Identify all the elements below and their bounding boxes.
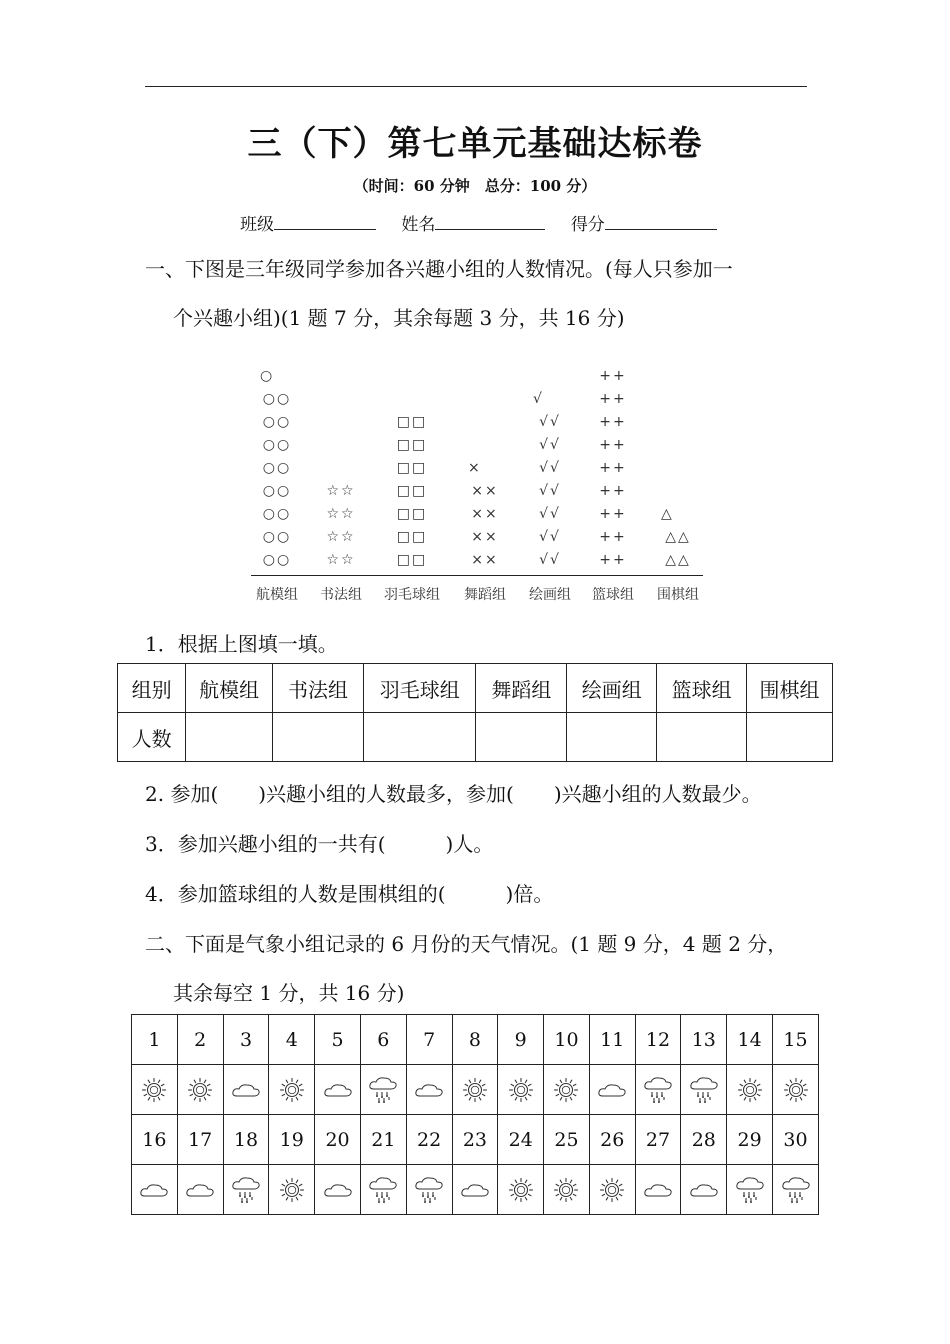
chart-category-label: 绘画组 [529, 587, 571, 603]
chart-symbol: √√ [539, 414, 561, 430]
weather-day-number: 29 [727, 1115, 773, 1165]
chart-symbol: √√ [539, 552, 561, 568]
rain-icon [635, 1065, 681, 1115]
chart-symbol: ○○ [262, 506, 292, 522]
section2-heading-line1: 二、下面是气象小组记录的 6 月份的天气情况。(1 题 9 分，4 题 2 分， [145, 932, 788, 956]
chart-symbol: ++ [599, 368, 627, 384]
weather-day-number: 18 [223, 1115, 269, 1165]
score-field[interactable] [605, 211, 717, 230]
sun-icon [452, 1065, 498, 1115]
weather-day-number: 4 [269, 1015, 315, 1065]
chart-symbol: ○○ [262, 437, 292, 453]
chart-symbol: √√ [539, 506, 561, 522]
chart-symbol: ++ [599, 483, 627, 499]
student-info [240, 210, 737, 235]
chart-symbol: ++ [599, 529, 627, 545]
weather-day-number: 8 [452, 1015, 498, 1065]
sun-icon [269, 1165, 315, 1215]
weather-days-row-2 [132, 1115, 819, 1165]
count-table-header-cell: 绘画组 [567, 664, 657, 713]
chart-symbol: ☆☆ [326, 483, 356, 499]
sun-icon [498, 1065, 544, 1115]
weather-day-number: 26 [589, 1115, 635, 1165]
chart-symbol: □□ [396, 414, 428, 430]
count-table-header-cell: 书法组 [273, 664, 364, 713]
weather-day-number: 16 [132, 1115, 178, 1165]
chart-symbol: ○○ [262, 552, 292, 568]
chart-symbol: ++ [599, 552, 627, 568]
section1-heading-line2: 个兴趣小组)(1 题 7 分，其余每题 3 分，共 16 分) [173, 306, 625, 330]
rain-icon [360, 1165, 406, 1215]
chart-symbol: ○○ [262, 414, 292, 430]
sun-icon [177, 1065, 223, 1115]
count-table-header-row [118, 664, 833, 713]
chart-symbol: √√ [539, 483, 561, 499]
weather-day-number: 28 [681, 1115, 727, 1165]
chart-symbol: ++ [599, 414, 627, 430]
pictograph-chart [245, 340, 715, 610]
count-table-header-cell: 航模组 [186, 664, 273, 713]
weather-day-number: 12 [635, 1015, 681, 1065]
weather-day-number: 2 [177, 1015, 223, 1065]
cloud-icon [681, 1165, 727, 1215]
chart-category-label: 航模组 [256, 587, 298, 603]
weather-day-number: 30 [773, 1115, 819, 1165]
weather-day-number: 5 [315, 1015, 361, 1065]
chart-column-4 [465, 457, 505, 572]
weather-day-number: 11 [589, 1015, 635, 1065]
class-label: 班级 [240, 215, 274, 235]
sun-icon [544, 1065, 590, 1115]
count-table-header-cell: 围棋组 [747, 664, 833, 713]
rain-icon [773, 1165, 819, 1215]
rain-icon [406, 1165, 452, 1215]
rain-icon [681, 1065, 727, 1115]
section2-heading-line2: 其余每空 1 分，共 16 分) [173, 981, 405, 1005]
chart-symbol: □□ [396, 529, 428, 545]
weather-icons-row-1 [132, 1065, 819, 1115]
weather-days-row-1 [132, 1015, 819, 1065]
count-answer-cell[interactable] [657, 713, 747, 762]
weather-day-number: 23 [452, 1115, 498, 1165]
chart-symbol: □□ [396, 437, 428, 453]
weather-day-number: 6 [360, 1015, 406, 1065]
weather-day-number: 19 [269, 1115, 315, 1165]
question-2: 2. 参加( )兴趣小组的人数最多，参加( )兴趣小组的人数最少。 [145, 782, 762, 806]
chart-symbol: ++ [599, 391, 627, 407]
count-answer-cell[interactable] [186, 713, 273, 762]
chart-column-3 [392, 411, 432, 572]
chart-symbol: △△ [665, 529, 691, 545]
chart-symbol: △△ [665, 552, 691, 568]
sun-icon [132, 1065, 178, 1115]
weather-day-number: 9 [498, 1015, 544, 1065]
section1-heading-line1: 一、下图是三年级同学参加各兴趣小组的人数情况。(每人只参加一 [145, 257, 733, 281]
sun-icon [589, 1165, 635, 1215]
chart-symbol: □□ [396, 483, 428, 499]
cloud-icon [223, 1065, 269, 1115]
count-answer-cell[interactable] [363, 713, 475, 762]
weather-day-number: 21 [360, 1115, 406, 1165]
chart-symbol: △ [661, 506, 674, 522]
score-label: 得分 [570, 215, 605, 235]
count-row-label: 人数 [118, 713, 186, 762]
chart-symbol: √√ [539, 437, 561, 453]
sun-icon [498, 1165, 544, 1215]
page-title: 三（下）第七单元基础达标卷 [247, 124, 703, 164]
chart-column-1 [257, 365, 297, 572]
name-label: 姓名 [401, 215, 436, 235]
weather-table [131, 1014, 819, 1215]
cloud-icon [177, 1165, 223, 1215]
chart-category-label: 书法组 [320, 587, 362, 603]
weather-day-number: 25 [544, 1115, 590, 1165]
chart-category-label: 围棋组 [657, 587, 699, 603]
name-field[interactable] [435, 211, 545, 230]
chart-category-label: 舞蹈组 [464, 587, 506, 603]
chart-symbol: ☆☆ [326, 506, 356, 522]
count-table-header-cell: 组别 [118, 664, 186, 713]
chart-column-6 [593, 365, 633, 572]
weather-day-number: 22 [406, 1115, 452, 1165]
weather-day-number: 14 [727, 1015, 773, 1065]
chart-symbol: ○ [260, 368, 275, 384]
cloud-icon [406, 1065, 452, 1115]
chart-symbol: ×× [471, 483, 499, 499]
chart-symbol: ○○ [262, 483, 292, 499]
exam-subtitle: （时间：60 分钟 总分：100 分） [353, 177, 597, 195]
chart-symbol: ×× [471, 552, 499, 568]
cloud-icon [452, 1165, 498, 1215]
weather-day-number: 7 [406, 1015, 452, 1065]
class-field[interactable] [274, 211, 376, 230]
chart-column-5 [530, 388, 570, 572]
weather-day-number: 20 [315, 1115, 361, 1165]
chart-symbol: × [468, 460, 482, 476]
chart-category-label: 篮球组 [592, 587, 634, 603]
cloud-icon [315, 1165, 361, 1215]
weather-day-number: 10 [544, 1015, 590, 1065]
weather-day-number: 15 [773, 1015, 819, 1065]
weather-day-number: 27 [635, 1115, 681, 1165]
weather-day-number: 1 [132, 1015, 178, 1065]
rain-icon [727, 1165, 773, 1215]
weather-icons-row-2 [132, 1165, 819, 1215]
chart-symbol: □□ [396, 506, 428, 522]
weather-day-number: 24 [498, 1115, 544, 1165]
chart-symbol: √√ [539, 529, 561, 545]
count-table [117, 663, 833, 762]
chart-symbol: ☆☆ [326, 552, 356, 568]
count-table-count-row [118, 713, 833, 762]
chart-symbol: □□ [396, 552, 428, 568]
sun-icon [269, 1065, 315, 1115]
question-3: 3．参加兴趣小组的一共有( )人。 [145, 832, 494, 856]
sun-icon [727, 1065, 773, 1115]
count-table-header-cell: 舞蹈组 [476, 664, 567, 713]
chart-symbol: √ [533, 391, 544, 407]
count-answer-cell[interactable] [567, 713, 657, 762]
count-table-header-cell: 篮球组 [657, 664, 747, 713]
chart-axis [251, 575, 703, 576]
chart-symbol: ×× [471, 506, 499, 522]
rain-icon [360, 1065, 406, 1115]
chart-symbol: ○○ [262, 391, 292, 407]
chart-symbol: ×× [471, 529, 499, 545]
weather-day-number: 13 [681, 1015, 727, 1065]
cloud-icon [589, 1065, 635, 1115]
chart-symbol: □□ [396, 460, 428, 476]
cloud-icon [635, 1165, 681, 1215]
count-answer-cell[interactable] [476, 713, 567, 762]
chart-symbol: ○○ [262, 460, 292, 476]
chart-category-label: 羽毛球组 [384, 587, 440, 603]
cloud-icon [132, 1165, 178, 1215]
header-rule [145, 86, 807, 87]
weather-day-number: 17 [177, 1115, 223, 1165]
sun-icon [544, 1165, 590, 1215]
rain-icon [223, 1165, 269, 1215]
chart-symbol: ++ [599, 437, 627, 453]
chart-column-7 [658, 503, 698, 572]
chart-symbol: ++ [599, 506, 627, 522]
question-1: 1．根据上图填一填。 [145, 632, 338, 656]
cloud-icon [315, 1065, 361, 1115]
chart-symbol: ☆☆ [326, 529, 356, 545]
count-answer-cell[interactable] [747, 713, 833, 762]
count-answer-cell[interactable] [273, 713, 364, 762]
count-table-header-cell: 羽毛球组 [363, 664, 475, 713]
chart-symbol: √√ [539, 460, 561, 476]
chart-symbol: ++ [599, 460, 627, 476]
chart-symbol: ○○ [262, 529, 292, 545]
sun-icon [773, 1065, 819, 1115]
chart-column-2 [321, 480, 361, 572]
weather-day-number: 3 [223, 1015, 269, 1065]
question-4: 4．参加篮球组的人数是围棋组的( )倍。 [145, 882, 554, 906]
